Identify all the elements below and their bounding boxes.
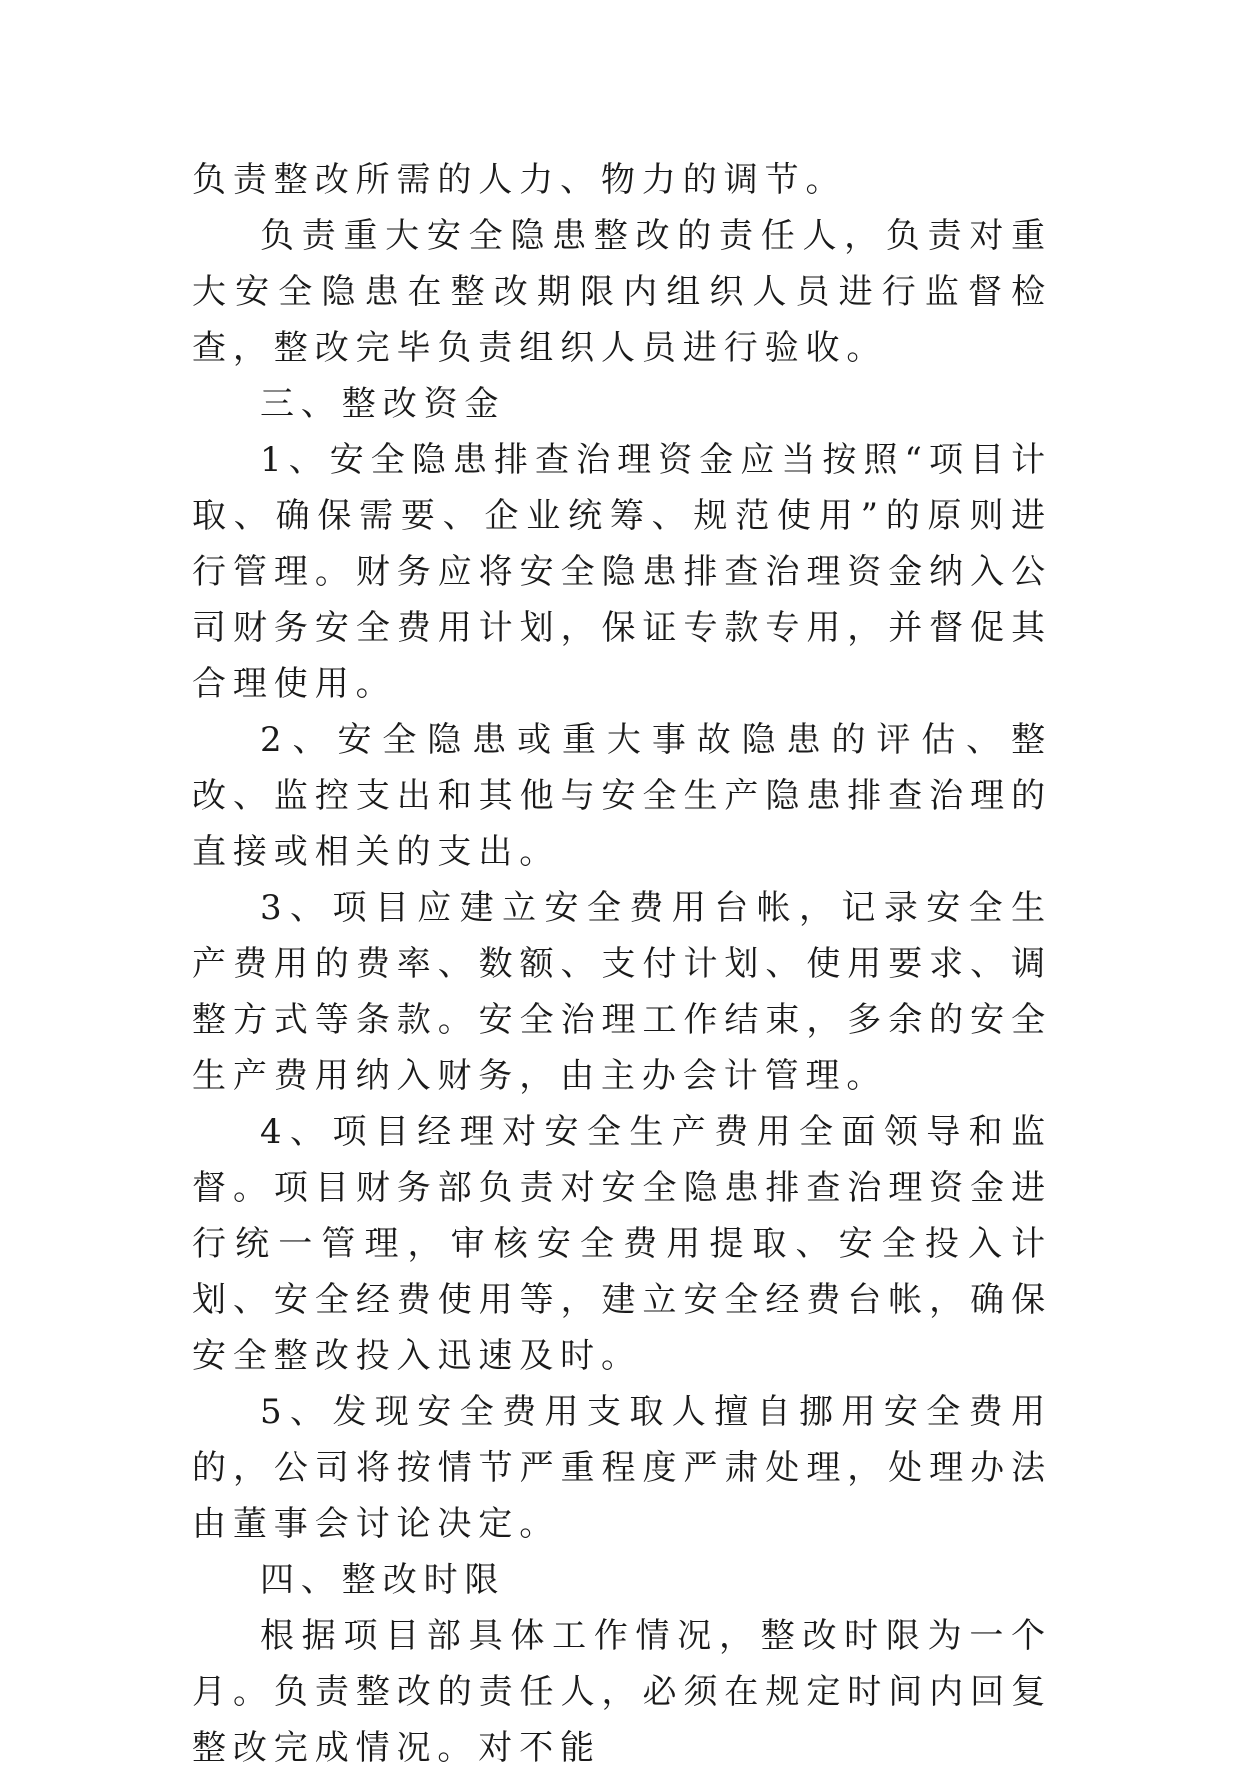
- paragraph-funds-2: 2、安全隐患或重大事故隐患的评估、整改、监控支出和其他与安全生产隐患排查治理的直接或相关的支出。: [192, 720, 1052, 872]
- document-body: [192, 152, 1052, 1776]
- paragraph-1: 负责整改所需的人力、物力的调节。: [192, 160, 847, 200]
- section-heading-deadline: 四、整改时限: [260, 1560, 506, 1600]
- paragraph-funds-5: 5、发现安全费用支取人擅自挪用安全费用的，公司将按情节严重程度严肃处理，处理办法由董事会讨论决定。: [192, 1392, 1052, 1544]
- paragraph-funds-4: 4、项目经理对安全生产费用全面领导和监督。项目财务部负责对安全隐患排查治理资金进行统一管理，审核安全费用提取、安全投入计划、安全经费使用等，建立安全经费台帐，确保安全整改投入迅速及时。: [192, 1112, 1052, 1376]
- paragraph-deadline: 根据项目部具体工作情况，整改时限为一个月。负责整改的责任人，必须在规定时间内回复整改完成情况。对不能: [192, 1616, 1052, 1768]
- paragraph-funds-1: 1、安全隐患排查治理资金应当按照“项目计取、确保需要、企业统筹、规范使用”的原则进行管理。财务应将安全隐患排查治理资金纳入公司财务安全费用计划，保证专款专用，并督促其合理使用。: [192, 440, 1052, 704]
- paragraph-2: 负责重大安全隐患整改的责任人，负责对重大安全隐患在整改期限内组织人员进行监督检查，整改完毕负责组织人员进行验收。: [192, 216, 1052, 368]
- paragraph-funds-3: 3、项目应建立安全费用台帐，记录安全生产费用的费率、数额、支付计划、使用要求、调整方式等条款。安全治理工作结束，多余的安全生产费用纳入财务，由主办会计管理。: [192, 888, 1052, 1096]
- section-heading-funds: 三、整改资金: [260, 384, 506, 424]
